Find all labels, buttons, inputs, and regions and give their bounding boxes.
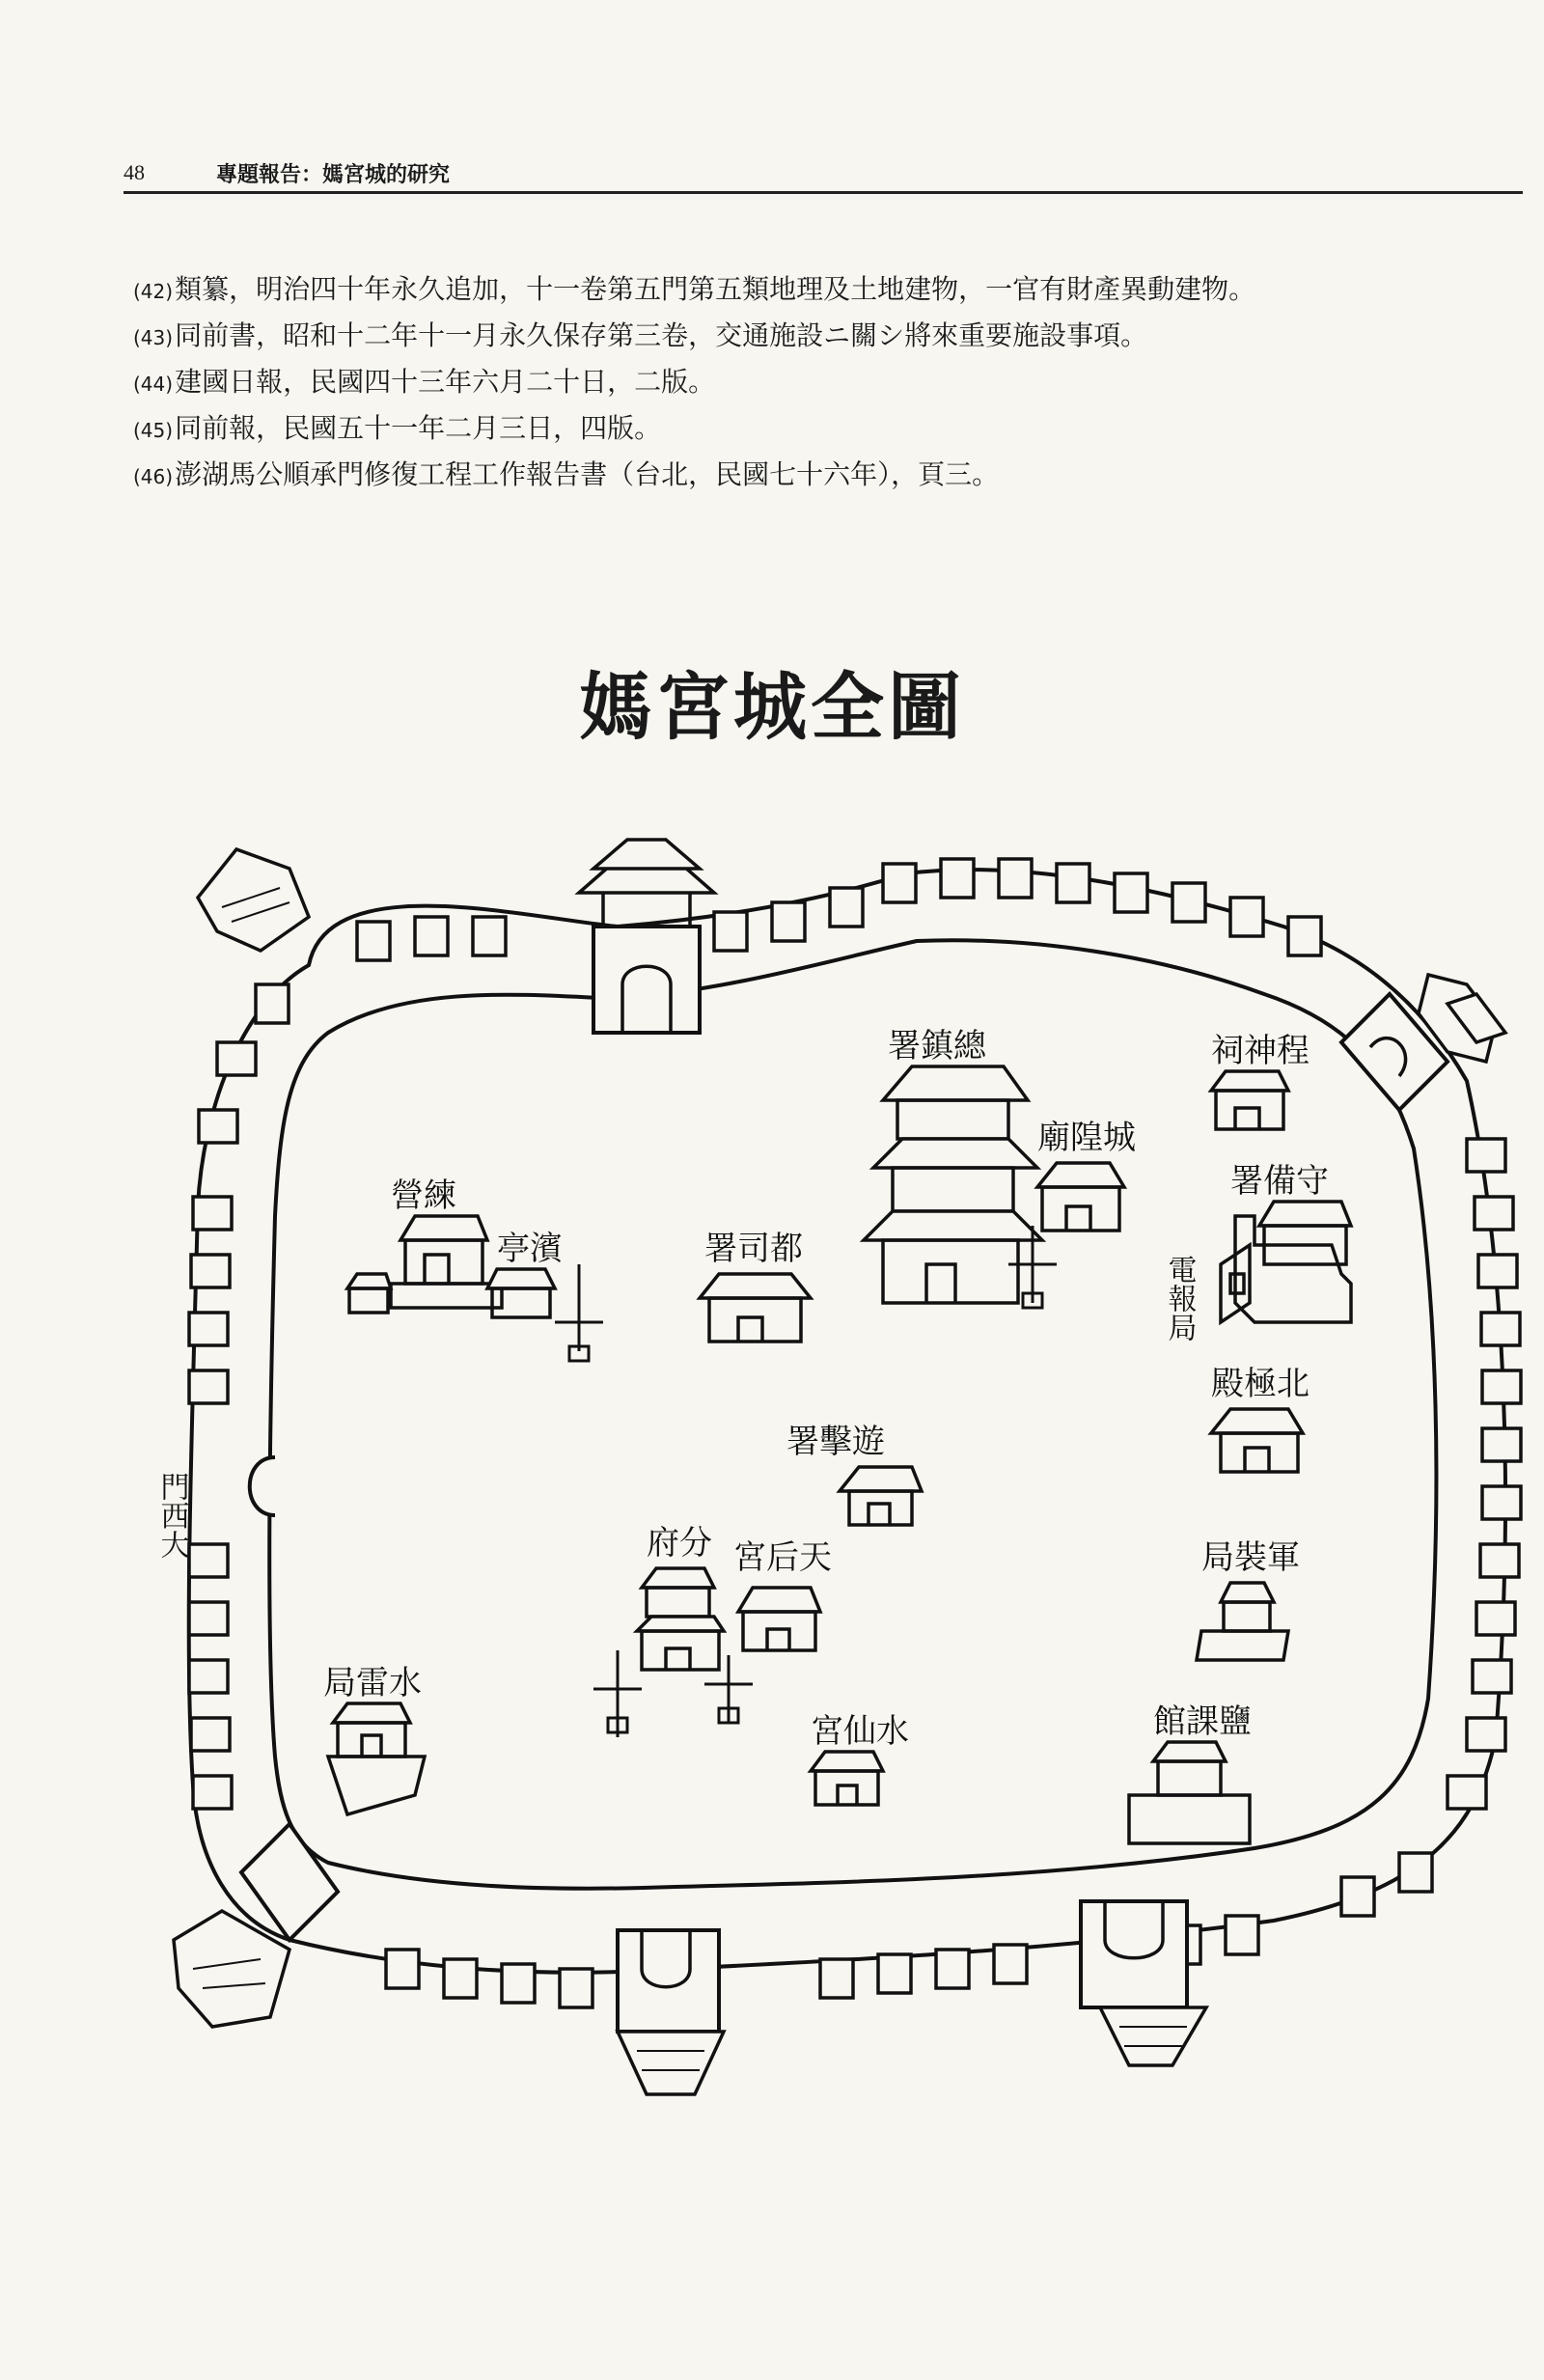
- page-number: 48: [124, 160, 145, 184]
- label-shui-xian-gong: 宮仙水: [811, 1712, 909, 1751]
- building-lian-ying: [347, 1216, 502, 1313]
- map-title: 媽宮城全圖: [579, 664, 965, 750]
- building-zong-zhen-shu: [864, 1066, 1042, 1303]
- label-cheng-shen-ci: 祠神程: [1211, 1032, 1310, 1070]
- building-jun-zhuang-ju: [1197, 1583, 1288, 1660]
- building-cheng-huang-miao: [1037, 1163, 1124, 1231]
- building-fen-fu: [637, 1568, 724, 1670]
- building-you-ji-shu: [840, 1467, 922, 1525]
- building-du-si-shu: [700, 1274, 811, 1342]
- southwest-gate: [174, 1824, 338, 2027]
- label-jun-zhuang-ju: 局裝軍: [1201, 1538, 1300, 1577]
- footnote-number: (46): [133, 465, 174, 488]
- label-yan-ke-guan: 館課鹽: [1153, 1702, 1252, 1741]
- building-tian-hou-gong: [738, 1588, 820, 1650]
- building-shui-lei-ju: [328, 1703, 425, 1814]
- label-dian-bao-ju: 電報局: [1162, 1255, 1197, 1342]
- south-gate: [618, 1930, 724, 2094]
- label-da-xi-men: 門西大: [154, 1472, 189, 1559]
- footnote-text: 類纂，明治四十年永久追加，十一卷第五門第五類地理及土地建物，一官有財產異動建物。: [175, 273, 1256, 305]
- west-gate: [250, 1457, 275, 1515]
- footnote-text: 建國日報，民國四十三年六月二十日，二版。: [175, 366, 716, 398]
- building-shou-bei-shu: [1235, 1202, 1351, 1322]
- footnote-number: (42): [133, 280, 174, 303]
- label-shui-lei-ju: 局雷水: [323, 1664, 422, 1702]
- label-fen-fu: 府分: [647, 1524, 712, 1563]
- building-bin-ting: [487, 1269, 555, 1317]
- southeast-gate: [1081, 1901, 1206, 2065]
- northwest-tower: [198, 849, 309, 951]
- footnote-text: 同前報，民國五十一年二月三日，四版。: [175, 412, 662, 444]
- footnote-number: (45): [133, 419, 174, 442]
- north-gate: [579, 840, 714, 1033]
- section-title: 專題報告：媽宮城的研究: [216, 163, 451, 187]
- footnote-number: (43): [133, 326, 174, 349]
- label-bin-ting: 亭濱: [497, 1230, 563, 1268]
- label-tian-hou-gong: 宮后天: [733, 1538, 832, 1577]
- label-du-si-shu: 署司都: [704, 1230, 803, 1268]
- building-bei-ji-dian: [1211, 1409, 1303, 1472]
- label-shou-bei-shu: 署備守: [1230, 1162, 1329, 1201]
- footnote-number: (44): [133, 373, 174, 396]
- building-cheng-shen-ci: [1211, 1071, 1288, 1129]
- label-you-ji-shu: 署擊遊: [786, 1423, 885, 1461]
- label-cheng-huang-miao: 廟隍城: [1037, 1119, 1136, 1157]
- label-bei-ji-dian: 殿極北: [1211, 1365, 1310, 1403]
- building-yan-ke-guan: [1129, 1742, 1250, 1843]
- footnote-text: 澎湖馬公順承門修復工程工作報告書（台北，民國七十六年），頁三。: [175, 458, 1000, 490]
- label-lian-ying: 營練: [391, 1176, 456, 1215]
- footnote-text: 同前書，昭和十二年十一月永久保存第三卷，交通施設ニ關シ將來重要施設事項。: [175, 319, 1148, 351]
- northeast-gate: [1341, 975, 1505, 1110]
- building-shui-xian-gong: [811, 1752, 883, 1805]
- label-zong-zhen-shu: 署鎮總: [888, 1027, 986, 1065]
